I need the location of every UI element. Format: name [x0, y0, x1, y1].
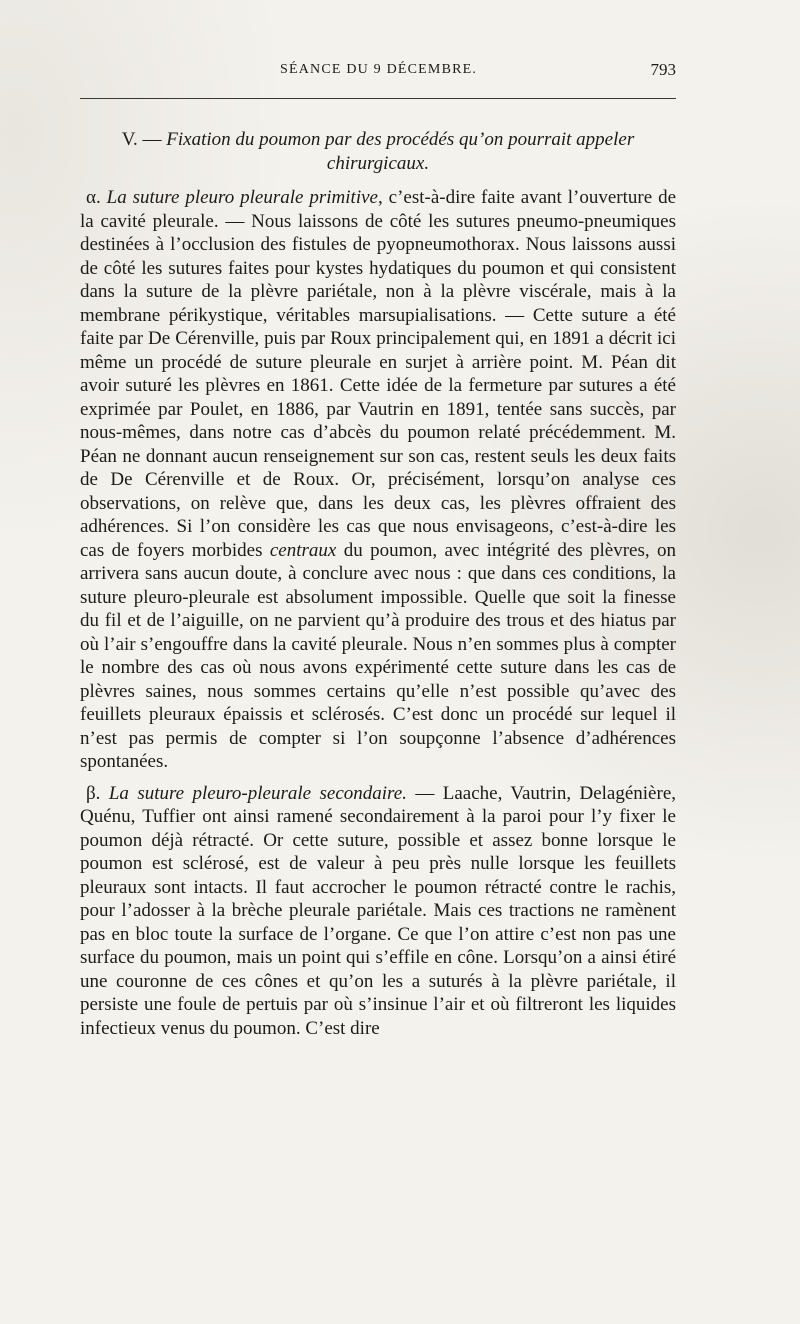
paragraph-beta-title: La suture pleuro-pleurale secondaire. — [108, 782, 407, 804]
paragraph-beta-marker: β. — [86, 782, 101, 804]
body-text — [80, 128, 676, 1048]
paragraph-beta — [80, 782, 676, 1041]
paragraph-alpha-text-1: , c’est-à-dire faite avant l’ouverture de la cavité pleurale. — Nous laissons de côté les sutures pneumo-pneumiques destinées à l’occlusion des fistules de pyopneumothorax. Nous laissons aussi de côté les sutures faites pour kystes hydatiques du poumon et qui consistent dans la suture de la plèvre pariétale, non à la plèvre viscérale, mais à la membrane périkystique, véritables marsupialisations. — Cette suture a été faite par De Cérenville, puis par Roux principalement qui, en 1891 a décrit ici même un procédé de suture pleurale en surjet à arrière point. M. Péan dit avoir suturé les plèvres en 1861. Cette idée de la fermeture par sutures a été exprimée par Poulet, en 1886, par Vautrin en 1891, tentée sans succès, par nous-mêmes, dans notre cas d’abcès du poumon relaté précédemment. M. Péan ne donnant aucun renseignement sur son cas, restent seuls les deux faits de De Cérenville et de Roux. Or, précisément, lorsqu’on analyse ces observations, on relève que, dans les deux cas, les plèvres offraient des adhérences. Si l’on considère les cas que nous envisageons, c’est-à-dire les cas de foyers morbides — [80, 187, 677, 561]
paragraph-alpha-italic-word: centraux — [269, 539, 337, 561]
paragraph-alpha-title: La suture pleuro pleurale primitive — [106, 187, 378, 208]
section-heading-title: Fixation du poumon par des procédés qu’on pourrait appeler chirurgicaux. — [166, 129, 635, 174]
paragraph-alpha — [80, 186, 676, 774]
section-heading-lead: V. — — [121, 129, 167, 150]
paragraph-alpha-text-2: du poumon, avec intégrité des plèvres, on arrivera sans aucun doute, à conclure avec nous : que dans ces conditions, la suture pleuro-pleurale est absolument impossible. Quelle que soit la finesse du fil et de l’aiguille, on ne parvient qu’à produire des trous et des hiatus par où l’air s’engouffre dans la cavité pleurale. Nous n’en sommes plus à compter le nombre des cas où nous avons expérimenté cette suture dans les cas de plèvres saines, nous sommes certains qu’elle n’est possible qu’avec des feuillets pleuraux épaissis et sclérosés. C’est donc un procédé sur lequel il n’est pas permis de compter si l’on soupçonne l’absence d’adhérences spontanées. — [80, 539, 676, 772]
paragraph-beta-text: — Laache, Vautrin, Delagénière, Quénu, Tuffier ont ainsi ramené secondairement à la paroi pour l’y fixer le poumon déjà rétracté. Or cette suture, possible et assez bonne lorsque le poumon est sclérosé, est de valeur à peu près nulle lorsque les feuillets pleuraux sont intacts. Il faut accrocher le poumon rétracté contre le rachis, pour l’adosser à la brèche pleurale pariétale. Mais ces tractions ne ramènent pas en bloc toute la surface de l’organe. Ce que l’on attire c’est non pas une surface du poumon, mais un point qui s’effile en cône. Lorsqu’on a ainsi étiré une couronne de ces cônes et qu’on les a suturés à la plèvre pariétale, il persiste une foule de pertuis par où s’insinue l’air et où filtreront les liquides infectieux venus du poumon. C’est dire — [80, 782, 677, 1039]
header-rule — [80, 98, 676, 99]
running-head — [82, 60, 676, 90]
page-number: 793 — [650, 60, 676, 79]
paragraph-alpha-marker: α. — [86, 187, 101, 208]
running-head-title: SÉANCE DU 9 DÉCEMBRE. — [280, 62, 478, 77]
section-heading — [80, 128, 676, 176]
